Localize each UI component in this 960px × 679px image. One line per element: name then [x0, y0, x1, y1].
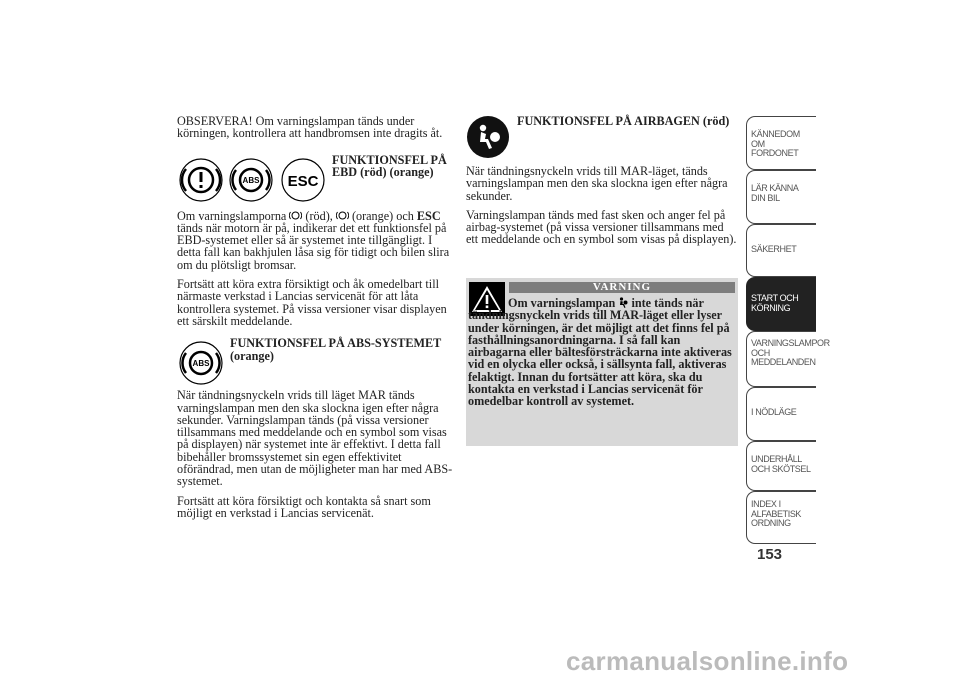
abs-warning-icon-large [179, 341, 223, 385]
airbag-section [466, 115, 738, 165]
ebd-heading-line2: EBD (röd) (orange) [332, 164, 434, 179]
ebd-text-b: (röd), [305, 208, 333, 223]
abs-icon-text-2: ABS [192, 359, 210, 369]
ebd-text-d: tänds när motorn är på, indikerar det ett funktionsfel på EBD-systemet eller så är systemet inte tillgängligt. I detta fall kan bakhjulen låsa sig för tidigt och bilen slira om du plötsligt bromsar. [177, 220, 450, 272]
ebd-text-esc: ESC [416, 208, 441, 223]
sidebar-tab-label: KÄNNEDOM OM FORDONET [751, 129, 800, 158]
sidebar-tab-lar-kanna[interactable] [746, 170, 816, 224]
sidebar-tab-label: SÄKERHET [751, 244, 797, 254]
warning-box [466, 278, 738, 446]
airbag-heading: FUNKTIONSFEL PÅ AIRBAGEN (röd) [517, 114, 730, 128]
abs-heading-line2: (orange) [230, 348, 274, 363]
ebd-text-c: (orange) och [351, 208, 414, 223]
sidebar-tab-label: UNDERHÅLL OCH SKÖTSEL [751, 454, 811, 474]
watermark-footer: carmanualsonline.info [566, 646, 849, 676]
airbag-icon-inline [618, 297, 628, 308]
abs-heading [230, 337, 470, 362]
ebd-text-a: Om varningslamporna [177, 208, 287, 223]
sidebar-tab-start-korning[interactable] [746, 277, 816, 331]
sidebar-tab-label: INDEX I ALFABETISK ORDNING [751, 499, 802, 528]
sidebar-tab-nodlage[interactable] [746, 387, 816, 441]
sidebar-tab-kannedom[interactable] [746, 116, 816, 170]
sidebar-tab-sakerhet[interactable] [746, 224, 816, 277]
ebd-paragraph [177, 210, 457, 271]
warning-text [468, 297, 734, 408]
airbag-paragraph-2: Varningslampan tänds med fast sken och anger fel på airbag-systemet (på vissa versioner tillsammans med ett meddelande och en symbol som visas på displayen). [466, 207, 737, 247]
abs-icon-text: ABS [242, 175, 260, 185]
observera-paragraph: OBSERVERA! Om varningslampan tänds under körningen, kontrollera att handbromsen inte dragits åt. [177, 114, 443, 141]
sidebar-tab-label: I NÖDLÄGE [751, 407, 797, 417]
sidebar-tab-label: LÄR KÄNNA DIN BIL [751, 183, 798, 203]
brake-warning-icon [179, 158, 223, 202]
ebd-heading [332, 154, 462, 179]
abs-advice-paragraph: Fortsätt att köra försiktigt och kontakta så snart som möjligt en verkstad i Lancias servicenät. [177, 493, 431, 520]
warning-text-b: inte tänds när tändningsnyckeln vrids till MAR-läget eller lyser under körningen, är det möjligt att det finns fel på fasthållningsanordningarna. I så fall kan airbagarna eller bältesförsträckarna inte aktiveras vid en olycka eller också, i sällsynta fall, aktiveras felaktigt. Innan du fortsätter att köra, ska du kontakta en verkstad i Lancias servicenät för omedelbar kontroll av systemet. [468, 296, 732, 409]
abs-warning-icon [229, 158, 273, 202]
ebd-heading-line1: FUNKTIONSFEL PÅ [332, 152, 447, 167]
sidebar-tab-index[interactable] [746, 491, 816, 544]
left-column [177, 115, 457, 526]
sidebar-tab-varningslampor[interactable] [746, 331, 830, 387]
right-column [466, 115, 738, 253]
ebd-advice-paragraph: Fortsätt att köra extra försiktigt och åk omedelbart till närmaste verkstad i Lancias servicenät för att låta kontrollera systemet. På vissa versioner visar displayen ett särskilt meddelande. [177, 277, 447, 328]
abs-paragraph: När tändningsnyckeln vrids till läget MAR tänds varningslampan men den ska slockna igen efter några sekunder. Varningslampan tänds (på vissa versioner tillsammans med meddelande och en symbol som visas på displayen) när systemet inte är effektivt. I detta fall bibehåller bromssystemet sin egen effektivitet oförändrad, men utan de möjligheter man har med ABS-systemet. [177, 388, 453, 489]
abs-section [177, 337, 457, 389]
esc-icon-text: ESC [287, 172, 319, 190]
airbag-paragraph-1: När tändningsnyckeln vrids till MAR-läget, tänds varningslampan men den ska slockna igen efter några sekunder. [466, 164, 728, 203]
page-number: 153 [757, 546, 783, 563]
warning-title: VARNING [509, 282, 735, 293]
sidebar-tab-underhall[interactable] [746, 441, 816, 491]
abs-warning-icon-inline [336, 210, 349, 221]
sidebar-tab-label: VARNINGSLAMPOR OCH MEDDELANDEN [751, 338, 830, 367]
warning-text-a: Om varningslampan [508, 296, 616, 310]
esc-warning-icon [281, 158, 325, 202]
sidebar-tab-label: START OCH KÖRNING [751, 293, 799, 313]
ebd-section [177, 154, 457, 210]
airbag-warning-icon [466, 115, 510, 159]
abs-heading-line1: FUNKTIONSFEL PÅ ABS-SYSTEMET [230, 336, 442, 351]
brake-warning-icon-inline [289, 210, 302, 221]
